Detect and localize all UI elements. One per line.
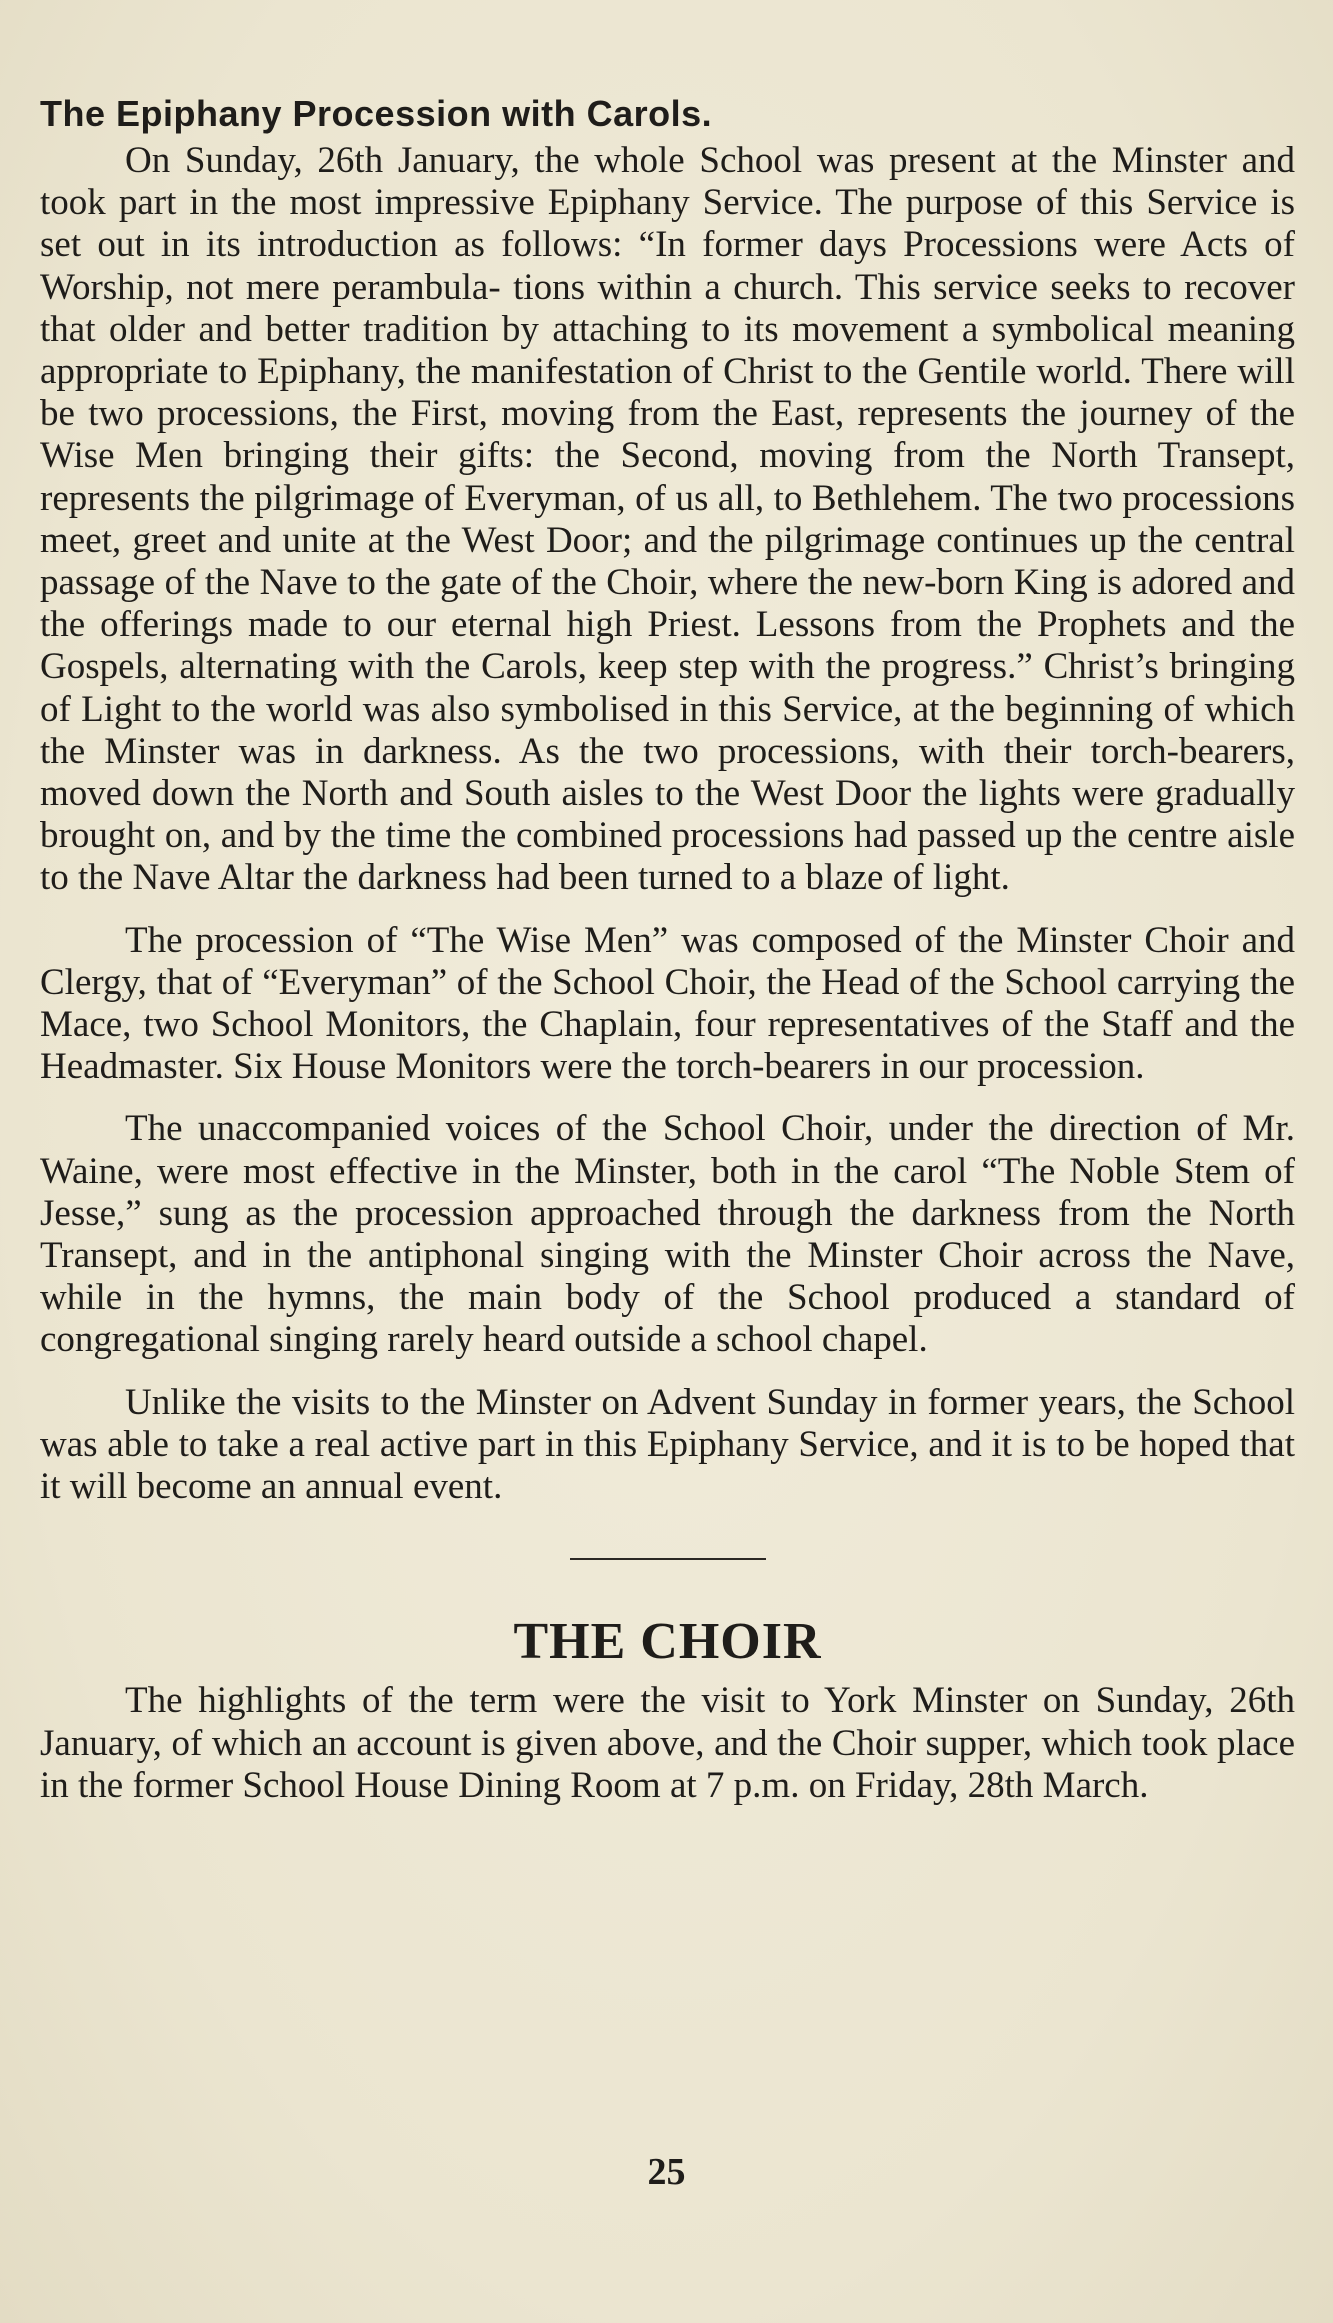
choir-paragraph-1: The highlights of the term were the visit to York Minster on Sunday, 26th January, of which an account is given above, and the Choir supper, which took place in the former School House Dining Room at 7 p.m. on Friday, 28th March. [40,1680,1295,1806]
page-number: 25 [647,2151,686,2193]
section-divider [570,1558,766,1560]
epiphany-paragraph-1: On Sunday, 26th January, the whole School was present at the Minster and took part in the most impressive Epiphany Service. The purpose of this Service is set out in its introduction as follows: “In former days Processions were Acts of Worship, not mere perambula‑ tions within a church. This service seeks to recover that older and better tradition by attaching to its movement a symbolical meaning appropriate to Epiphany, the manifestation of Christ to the Gentile world. There will be two processions, the First, moving from the East, represents the journey of the Wise Men bringing their gifts: the Second, moving from the North Transept, represents the pilgrimage of Everyman, of us all, to Bethlehem. The two processions meet, greet and unite at the West Door; and the pilgrimage continues up the central passage of the Nave to the gate of the Choir, where the new‑born King is adored and the offerings made to our eternal high Priest. Lessons from the Prophets and the Gospels, alternating with the Carols, keep step with the progress.” Christ’s bringing of Light to the world was also symbolised in this Service, at the beginning of which the Minster was in darkness. As the two processions, with their torch‑bearers, moved down the North and South aisles to the West Door the lights were gradually brought on, and by the time the combined processions had passed up the centre aisle to the Nave Altar the darkness had been turned to a blaze of light. [40,140,1295,899]
epiphany-paragraph-4: Unlike the visits to the Minster on Advent Sunday in former years, the School was able to take a real active part in this Epiphany Service, and it is to be hoped that it will become an annual event. [40,1381,1295,1508]
epiphany-heading: The Epiphany Procession with Carols. [40,93,713,134]
page-content [40,88,1295,1807]
epiphany-paragraph-3: The unaccompanied voices of the School Choir, under the direction of Mr. Waine, were most effective in the Minster, both in the carol “The Noble Stem of Jesse,” sung as the procession approached through the darkness from the North Transept, and in the antiphonal singing with the Minster Choir across the Nave, while in the hymns, the main body of the School produced a standard of congregational singing rarely heard outside a school chapel. [40,1108,1295,1361]
choir-title: THE CHOIR [513,1613,822,1671]
epiphany-paragraph-2: The procession of “The Wise Men” was composed of the Minster Choir and Clergy, that of “Everyman” of the School Choir, the Head of the School carrying the Mace, two School Monitors, the Chaplain, four representatives of the Staff and the Headmaster. Six House Monitors were the torch‑bearers in our procession. [40,919,1295,1088]
